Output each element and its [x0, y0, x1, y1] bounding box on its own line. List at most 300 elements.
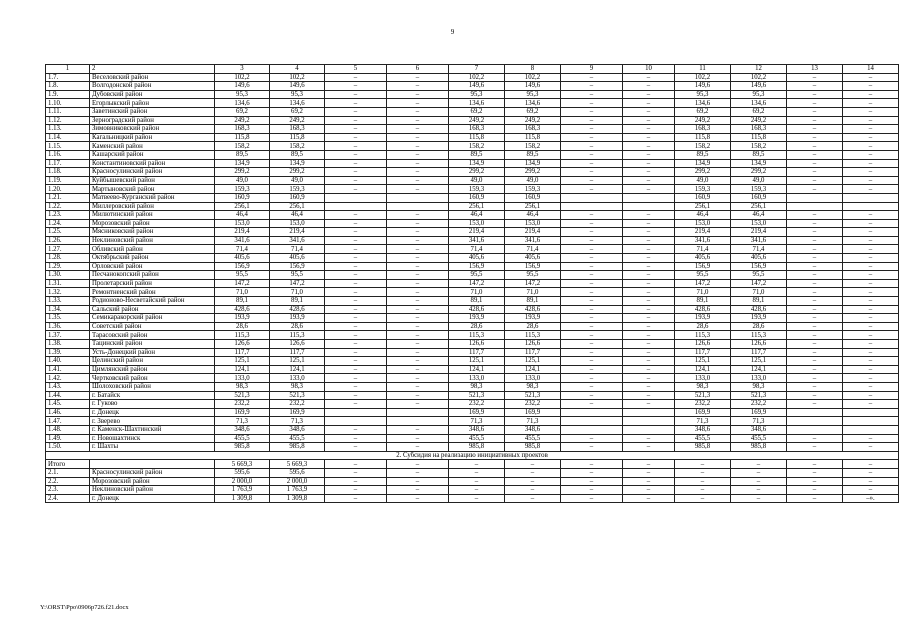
cell-col-5: –	[325, 374, 387, 383]
cell-col-7: 299,2	[449, 168, 505, 177]
cell-col-10: –	[623, 150, 675, 159]
cell-col-4: 134,6	[270, 99, 325, 108]
cell-col-3: 232,2	[215, 400, 270, 409]
cell-col-7: 193,9	[449, 314, 505, 323]
table-row	[46, 262, 899, 271]
cell-col-11: 134,6	[675, 99, 731, 108]
cell-col-12: 49,0	[731, 176, 787, 185]
cell-col-10: –	[623, 142, 675, 151]
cell-col-5: –	[325, 228, 387, 237]
cell-col-5: –	[325, 279, 387, 288]
cell-col-2: Семикаракорский район	[90, 314, 215, 323]
cell-col-13: –	[787, 391, 843, 400]
table-row	[46, 202, 899, 211]
cell-col-11: 985,8	[675, 443, 731, 452]
cell-col-3: 159,3	[215, 185, 270, 194]
cell-col-8: –	[505, 486, 561, 495]
cell-col-14: –	[843, 322, 899, 331]
cell-col-12: 117,7	[731, 348, 787, 357]
cell-col-1: 1.16.	[46, 150, 90, 159]
cell-col-1: 1.48.	[46, 425, 90, 434]
cell-col-11: 71,0	[675, 288, 731, 297]
cell-col-13: –	[787, 494, 843, 503]
cell-col-4: 115,8	[270, 133, 325, 142]
cell-col-1: 1.19.	[46, 176, 90, 185]
cell-col-12: 115,3	[731, 331, 787, 340]
cell-col-4: 4	[270, 65, 325, 74]
cell-col-12: –	[731, 477, 787, 486]
cell-col-4: 1 309,8	[270, 494, 325, 503]
table-row	[46, 159, 899, 168]
cell-col-4: 232,2	[270, 400, 325, 409]
cell-col-2: Песчанокопский район	[90, 271, 215, 280]
cell-col-6: –	[387, 236, 449, 245]
cell-col-6: –	[387, 90, 449, 99]
cell-col-5: –	[325, 425, 387, 434]
cell-col-11: –	[675, 494, 731, 503]
cell-col-8: 126,6	[505, 340, 561, 349]
cell-col-11: 348,6	[675, 425, 731, 434]
cell-col-1: 1.23.	[46, 211, 90, 220]
cell-col-3: 219,4	[215, 228, 270, 237]
cell-col-6: –	[387, 468, 449, 477]
table-row	[46, 133, 899, 142]
cell-col-10	[623, 417, 675, 426]
cell-col-9: –	[561, 142, 623, 151]
cell-col-14: –	[843, 279, 899, 288]
cell-col-6	[387, 417, 449, 426]
cell-col-14: –	[843, 159, 899, 168]
cell-col-2: Дубовский район	[90, 90, 215, 99]
cell-col-13: –	[787, 271, 843, 280]
cell-col-11: 69,2	[675, 107, 731, 116]
cell-col-7: 232,2	[449, 400, 505, 409]
cell-col-7: 149,6	[449, 82, 505, 91]
cell-col-4: 2 000,0	[270, 477, 325, 486]
cell-col-9: –	[561, 357, 623, 366]
cell-col-1: 1.50.	[46, 443, 90, 452]
cell-col-10: –	[623, 73, 675, 82]
cell-col-7: –	[449, 494, 505, 503]
cell-col-9: –	[561, 228, 623, 237]
cell-col-4: 341,6	[270, 236, 325, 245]
cell-col-4: 193,9	[270, 314, 325, 323]
cell-col-1: 1.35.	[46, 314, 90, 323]
cell-col-12: 71,3	[731, 417, 787, 426]
cell-col-9: –	[561, 468, 623, 477]
table-row	[46, 288, 899, 297]
cell-col-7: 95,5	[449, 271, 505, 280]
cell-col-12: 89,5	[731, 150, 787, 159]
section-title: 2. Субсидия на реализацию инициативных проектов	[46, 451, 899, 460]
cell-col-10	[623, 193, 675, 202]
cell-col-11: 98,3	[675, 382, 731, 391]
cell-col-8: 521,3	[505, 391, 561, 400]
cell-col-11: 124,1	[675, 365, 731, 374]
cell-col-10	[623, 425, 675, 434]
cell-col-8: 455,5	[505, 434, 561, 443]
cell-col-5: –	[325, 494, 387, 503]
cell-col-1: 1.28.	[46, 254, 90, 263]
table-row	[46, 150, 899, 159]
cell-col-7: 341,6	[449, 236, 505, 245]
cell-col-8: 71,0	[505, 288, 561, 297]
cell-col-14: –	[843, 305, 899, 314]
cell-col-2: Сальский район	[90, 305, 215, 314]
cell-col-6: 6	[387, 65, 449, 74]
cell-col-4: 1 763,9	[270, 486, 325, 495]
cell-col-8: 102,2	[505, 73, 561, 82]
cell-col-6: –	[387, 82, 449, 91]
cell-col-8: 156,9	[505, 262, 561, 271]
cell-col-6: –	[387, 245, 449, 254]
table-row	[46, 245, 899, 254]
cell-col-3: 341,6	[215, 236, 270, 245]
cell-col-14: –	[843, 125, 899, 134]
cell-col-13: –	[787, 116, 843, 125]
cell-col-14: –».	[843, 494, 899, 503]
cell-col-1: 1.17.	[46, 159, 90, 168]
table-row	[46, 340, 899, 349]
cell-col-13: –	[787, 254, 843, 263]
cell-col-14: –	[843, 365, 899, 374]
cell-col-3: 405,6	[215, 254, 270, 263]
cell-col-4: 153,0	[270, 219, 325, 228]
cell-col-11: 28,6	[675, 322, 731, 331]
cell-col-5: –	[325, 168, 387, 177]
cell-col-2: г. Новошахтинск	[90, 434, 215, 443]
cell-col-2: Шолоховский район	[90, 382, 215, 391]
cell-col-5: –	[325, 133, 387, 142]
cell-col-3: 160,9	[215, 193, 270, 202]
cell-col-14: –	[843, 236, 899, 245]
cell-col-4: 595,6	[270, 468, 325, 477]
cell-col-14: –	[843, 477, 899, 486]
cell-col-10: –	[623, 159, 675, 168]
cell-col-3: 158,2	[215, 142, 270, 151]
cell-col-13: –	[787, 348, 843, 357]
cell-col-10: –	[623, 382, 675, 391]
cell-col-8: 232,2	[505, 400, 561, 409]
cell-col-13: –	[787, 228, 843, 237]
cell-col-8: 256,1	[505, 202, 561, 211]
cell-col-7: 46,4	[449, 211, 505, 220]
cell-col-5	[325, 202, 387, 211]
table-row	[46, 460, 899, 469]
cell-col-9: –	[561, 322, 623, 331]
cell-col-1: 1.34.	[46, 305, 90, 314]
cell-col-11: 168,3	[675, 125, 731, 134]
cell-col-6: –	[387, 271, 449, 280]
cell-col-4: 256,1	[270, 202, 325, 211]
cell-col-10: –	[623, 116, 675, 125]
table-row	[46, 228, 899, 237]
cell-col-3: 124,1	[215, 365, 270, 374]
cell-col-2: Целинский район	[90, 357, 215, 366]
cell-col-5: –	[325, 159, 387, 168]
cell-col-7: 95,3	[449, 90, 505, 99]
cell-col-9: –	[561, 150, 623, 159]
cell-col-4: 126,6	[270, 340, 325, 349]
cell-col-3: 115,8	[215, 133, 270, 142]
cell-col-4: 98,3	[270, 382, 325, 391]
cell-col-8: –	[505, 468, 561, 477]
cell-col-6: –	[387, 176, 449, 185]
cell-col-14	[843, 202, 899, 211]
cell-col-3: 95,3	[215, 90, 270, 99]
cell-col-13: 13	[787, 65, 843, 74]
cell-col-8: 134,6	[505, 99, 561, 108]
cell-col-4: 5 669,3	[270, 460, 325, 469]
cell-col-12: 95,5	[731, 271, 787, 280]
cell-col-10: –	[623, 219, 675, 228]
cell-col-13: –	[787, 434, 843, 443]
cell-col-10: –	[623, 365, 675, 374]
cell-col-13	[787, 408, 843, 417]
cell-col-9: –	[561, 116, 623, 125]
cell-col-7: 160,9	[449, 193, 505, 202]
cell-col-1: 1.11.	[46, 107, 90, 116]
cell-col-1: 1.44.	[46, 391, 90, 400]
cell-col-10: –	[623, 211, 675, 220]
cell-col-9: –	[561, 125, 623, 134]
cell-col-13: –	[787, 168, 843, 177]
cell-col-10: –	[623, 434, 675, 443]
cell-col-14: –	[843, 245, 899, 254]
cell-col-11: 102,2	[675, 73, 731, 82]
cell-col-4: 147,2	[270, 279, 325, 288]
cell-col-13: –	[787, 340, 843, 349]
cell-col-13: –	[787, 219, 843, 228]
table-row	[46, 82, 899, 91]
cell-col-12: 124,1	[731, 365, 787, 374]
cell-col-3: 133,0	[215, 374, 270, 383]
cell-col-6: –	[387, 494, 449, 503]
cell-col-11: 428,6	[675, 305, 731, 314]
cell-col-5	[325, 417, 387, 426]
cell-col-13: –	[787, 279, 843, 288]
table-row	[46, 73, 899, 82]
cell-col-14: –	[843, 116, 899, 125]
cell-col-3: 348,6	[215, 425, 270, 434]
cell-col-10: –	[623, 314, 675, 323]
cell-col-8: 219,4	[505, 228, 561, 237]
cell-col-8: 348,6	[505, 425, 561, 434]
cell-col-14: –	[843, 400, 899, 409]
cell-col-14: –	[843, 262, 899, 271]
cell-col-12: 405,6	[731, 254, 787, 263]
cell-col-9: –	[561, 254, 623, 263]
cell-col-3: 71,4	[215, 245, 270, 254]
table-row	[46, 348, 899, 357]
cell-col-5: –	[325, 150, 387, 159]
cell-col-7: –	[449, 468, 505, 477]
cell-col-9: –	[561, 245, 623, 254]
cell-col-9: –	[561, 262, 623, 271]
cell-col-8: 169,9	[505, 408, 561, 417]
cell-col-1: 2.1.	[46, 468, 90, 477]
cell-col-7: 455,5	[449, 434, 505, 443]
cell-col-2: Орловский район	[90, 262, 215, 271]
cell-col-10: –	[623, 322, 675, 331]
cell-col-13: –	[787, 107, 843, 116]
cell-col-4: 455,5	[270, 434, 325, 443]
cell-col-2: Неклиновский район	[90, 236, 215, 245]
table-row	[46, 211, 899, 220]
cell-col-11: 89,5	[675, 150, 731, 159]
cell-col-14: –	[843, 443, 899, 452]
cell-col-2: Каменский район	[90, 142, 215, 151]
cell-col-6: –	[387, 254, 449, 263]
cell-col-7: 985,8	[449, 443, 505, 452]
table-row	[46, 99, 899, 108]
cell-col-7: 49,0	[449, 176, 505, 185]
cell-col-9: –	[561, 314, 623, 323]
cell-col-12: 134,6	[731, 99, 787, 108]
cell-col-4: 71,3	[270, 417, 325, 426]
cell-col-2: Пролетарский район	[90, 279, 215, 288]
cell-col-14: –	[843, 486, 899, 495]
cell-col-6: –	[387, 443, 449, 452]
cell-col-14	[843, 425, 899, 434]
cell-col-13: –	[787, 236, 843, 245]
cell-col-6: –	[387, 107, 449, 116]
cell-col-3: 95,5	[215, 271, 270, 280]
cell-col-12: 169,9	[731, 408, 787, 417]
cell-col-7: 219,4	[449, 228, 505, 237]
cell-col-14: –	[843, 348, 899, 357]
cell-col-7: 71,3	[449, 417, 505, 426]
cell-col-1: Итого	[46, 460, 90, 469]
cell-col-12: 46,4	[731, 211, 787, 220]
cell-col-10: –	[623, 305, 675, 314]
cell-col-9: –	[561, 133, 623, 142]
cell-col-9	[561, 425, 623, 434]
cell-col-9: –	[561, 391, 623, 400]
cell-col-1: 1.24.	[46, 219, 90, 228]
cell-col-11: 249,2	[675, 116, 731, 125]
cell-col-4: 95,3	[270, 90, 325, 99]
cell-col-11: 256,1	[675, 202, 731, 211]
cell-col-3: 117,7	[215, 348, 270, 357]
table-row	[46, 305, 899, 314]
cell-col-1: 1.25.	[46, 228, 90, 237]
cell-col-12: 134,9	[731, 159, 787, 168]
section-row	[46, 451, 899, 460]
cell-col-11: 159,3	[675, 185, 731, 194]
cell-col-12: 156,9	[731, 262, 787, 271]
cell-col-9: –	[561, 107, 623, 116]
cell-col-14: –	[843, 133, 899, 142]
cell-col-1: 1.29.	[46, 262, 90, 271]
cell-col-5: –	[325, 486, 387, 495]
cell-col-8: 71,3	[505, 417, 561, 426]
cell-col-14: –	[843, 107, 899, 116]
cell-col-8: –	[505, 494, 561, 503]
cell-col-6: –	[387, 365, 449, 374]
cell-col-14: –	[843, 357, 899, 366]
cell-col-1: 1.39.	[46, 348, 90, 357]
cell-col-11: 133,0	[675, 374, 731, 383]
cell-col-2: Советский район	[90, 322, 215, 331]
cell-col-14: –	[843, 142, 899, 151]
cell-col-3: 5 669,3	[215, 460, 270, 469]
cell-col-12: 985,8	[731, 443, 787, 452]
cell-col-6: –	[387, 168, 449, 177]
cell-col-9: –	[561, 340, 623, 349]
cell-col-5: –	[325, 142, 387, 151]
cell-col-3: 28,6	[215, 322, 270, 331]
table-row	[46, 297, 899, 306]
cell-col-11: –	[675, 460, 731, 469]
cell-col-7: 521,3	[449, 391, 505, 400]
table-row	[46, 357, 899, 366]
cell-col-7: –	[449, 460, 505, 469]
cell-col-4: 89,5	[270, 150, 325, 159]
cell-col-2: г. Шахты	[90, 443, 215, 452]
cell-col-3: 985,8	[215, 443, 270, 452]
cell-col-2: Родионово-Несветайский район	[90, 297, 215, 306]
cell-col-6: –	[387, 460, 449, 469]
cell-col-12: 168,3	[731, 125, 787, 134]
cell-col-10: –	[623, 254, 675, 263]
cell-col-3: 595,6	[215, 468, 270, 477]
cell-col-5: –	[325, 400, 387, 409]
cell-col-4: 124,1	[270, 365, 325, 374]
cell-col-1: 1.22.	[46, 202, 90, 211]
cell-col-2: Красносулинский район	[90, 468, 215, 477]
cell-col-9: –	[561, 168, 623, 177]
cell-col-5: –	[325, 90, 387, 99]
cell-col-10: –	[623, 443, 675, 452]
cell-col-3: 521,3	[215, 391, 270, 400]
cell-col-10	[623, 202, 675, 211]
cell-col-10: –	[623, 460, 675, 469]
cell-col-4: 71,4	[270, 245, 325, 254]
cell-col-14: –	[843, 374, 899, 383]
cell-col-4: 169,9	[270, 408, 325, 417]
cell-col-13: –	[787, 82, 843, 91]
cell-col-11: 169,9	[675, 408, 731, 417]
cell-col-9: –	[561, 90, 623, 99]
cell-col-4: 117,7	[270, 348, 325, 357]
cell-col-2: Куйбышевский район	[90, 176, 215, 185]
cell-col-5: –	[325, 107, 387, 116]
cell-col-5: –	[325, 357, 387, 366]
table-row	[46, 254, 899, 263]
cell-col-8: –	[505, 477, 561, 486]
cell-col-11: 455,5	[675, 434, 731, 443]
cell-col-7: 134,9	[449, 159, 505, 168]
cell-col-1: 1.41.	[46, 365, 90, 374]
cell-col-11: 46,4	[675, 211, 731, 220]
cell-col-4: 158,2	[270, 142, 325, 151]
cell-col-12: 160,9	[731, 193, 787, 202]
cell-col-1: 1.46.	[46, 408, 90, 417]
cell-col-9	[561, 202, 623, 211]
cell-col-9: –	[561, 271, 623, 280]
cell-col-10: –	[623, 486, 675, 495]
cell-col-3: 71,0	[215, 288, 270, 297]
cell-col-7: 102,2	[449, 73, 505, 82]
cell-col-5: –	[325, 262, 387, 271]
table-row	[46, 322, 899, 331]
cell-col-13: –	[787, 322, 843, 331]
table-row	[46, 271, 899, 280]
cell-col-5: –	[325, 382, 387, 391]
cell-col-9: –	[561, 331, 623, 340]
cell-col-13: –	[787, 159, 843, 168]
